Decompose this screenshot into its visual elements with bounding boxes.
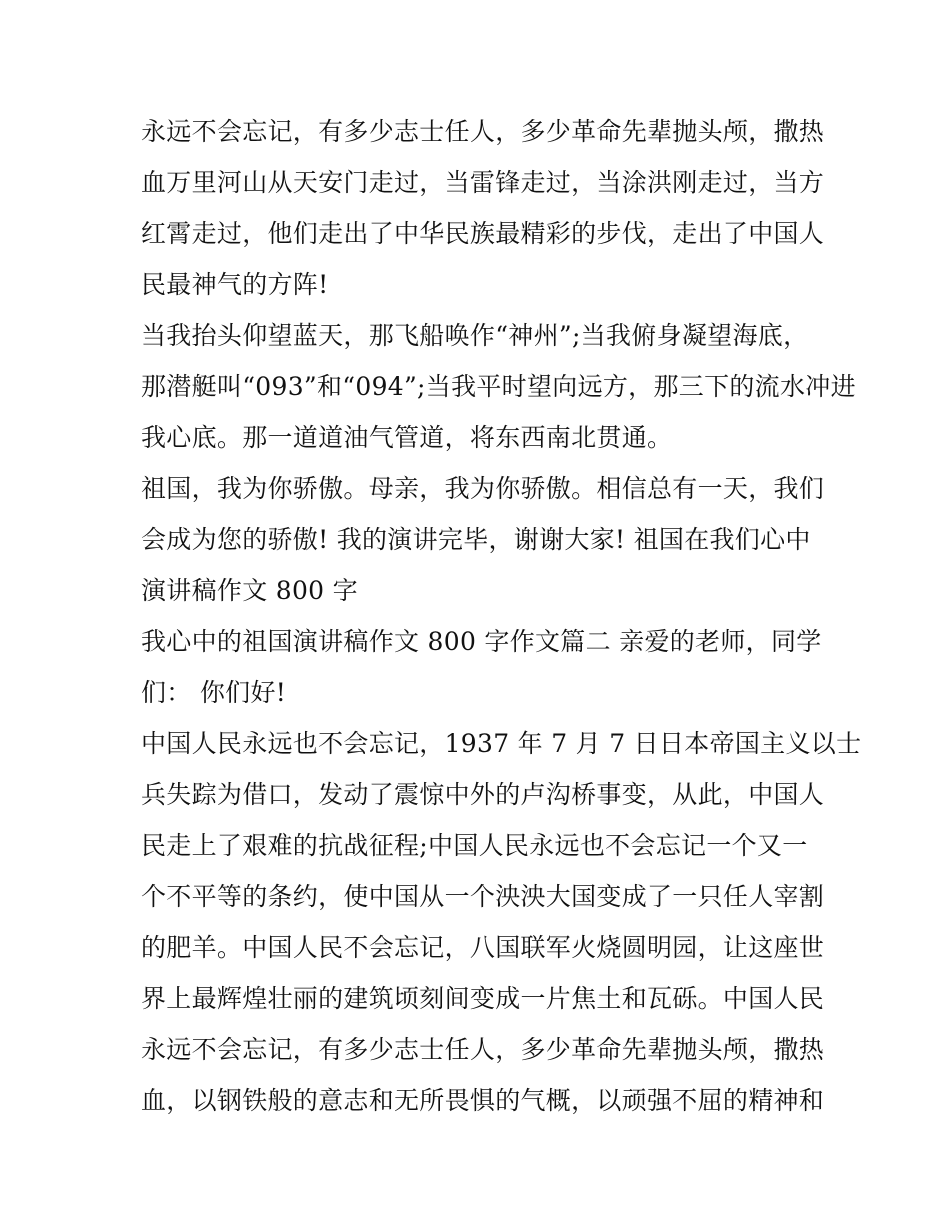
text-line: 的肥羊。中国人民不会忘记，八国联军火烧圆明园，让这座世 bbox=[141, 933, 825, 962]
text-line: 红霄走过，他们走出了中华民族最精彩的步伐，走出了中国人 bbox=[141, 219, 825, 248]
text-line: 会成为您的骄傲! 我的演讲完毕，谢谢大家! 祖国在我们心中 bbox=[141, 525, 811, 554]
text-line: 祖国，我为你骄傲。母亲，我为你骄傲。相信总有一天，我们 bbox=[141, 474, 825, 503]
text-line: 民最神气的方阵! bbox=[141, 270, 329, 299]
text-line: 永远不会忘记，有多少志士任人，多少革命先辈抛头颅，撒热 bbox=[141, 1035, 825, 1064]
text-line: 我心底。那一道道油气管道，将东西南北贯通。 bbox=[141, 423, 673, 452]
text-line: 民走上了艰难的抗战征程;中国人民永远也不会忘记一个又一 bbox=[141, 831, 808, 860]
text-line: 永远不会忘记，有多少志士任人，多少革命先辈抛头颅，撒热 bbox=[141, 117, 825, 146]
text-line: 血万里河山从天安门走过，当雷锋走过，当涂洪刚走过，当方 bbox=[141, 168, 825, 197]
text-line: 个不平等的条约，使中国从一个泱泱大国变成了一只任人宰割 bbox=[141, 882, 825, 911]
text-line: 那潜艇叫“093”和“094”;当我平时望向远方，那三下的流水冲进 bbox=[141, 372, 856, 401]
text-line: 中国人民永远也不会忘记，1937 年 7 月 7 日日本帝国主义以士 bbox=[141, 729, 862, 758]
text-line: 当我抬头仰望蓝天，那飞船唤作“神州”;当我俯身凝望海底， bbox=[141, 321, 809, 350]
text-line: 兵失踪为借口，发动了震惊中外的卢沟桥事变，从此，中国人 bbox=[141, 780, 825, 809]
text-line: 演讲稿作文 800 字 bbox=[141, 576, 358, 605]
text-line: 界上最辉煌壮丽的建筑顷刻间变成一片焦土和瓦砾。中国人民 bbox=[141, 984, 825, 1013]
document-body bbox=[141, 106, 862, 1126]
text-line: 我心中的祖国演讲稿作文 800 字作文篇二 亲爱的老师，同学 bbox=[141, 627, 822, 656]
text-line: 血，以钢铁般的意志和无所畏惧的气概，以顽强不屈的精神和 bbox=[141, 1086, 825, 1115]
text-line: 们： 你们好! bbox=[141, 678, 287, 707]
